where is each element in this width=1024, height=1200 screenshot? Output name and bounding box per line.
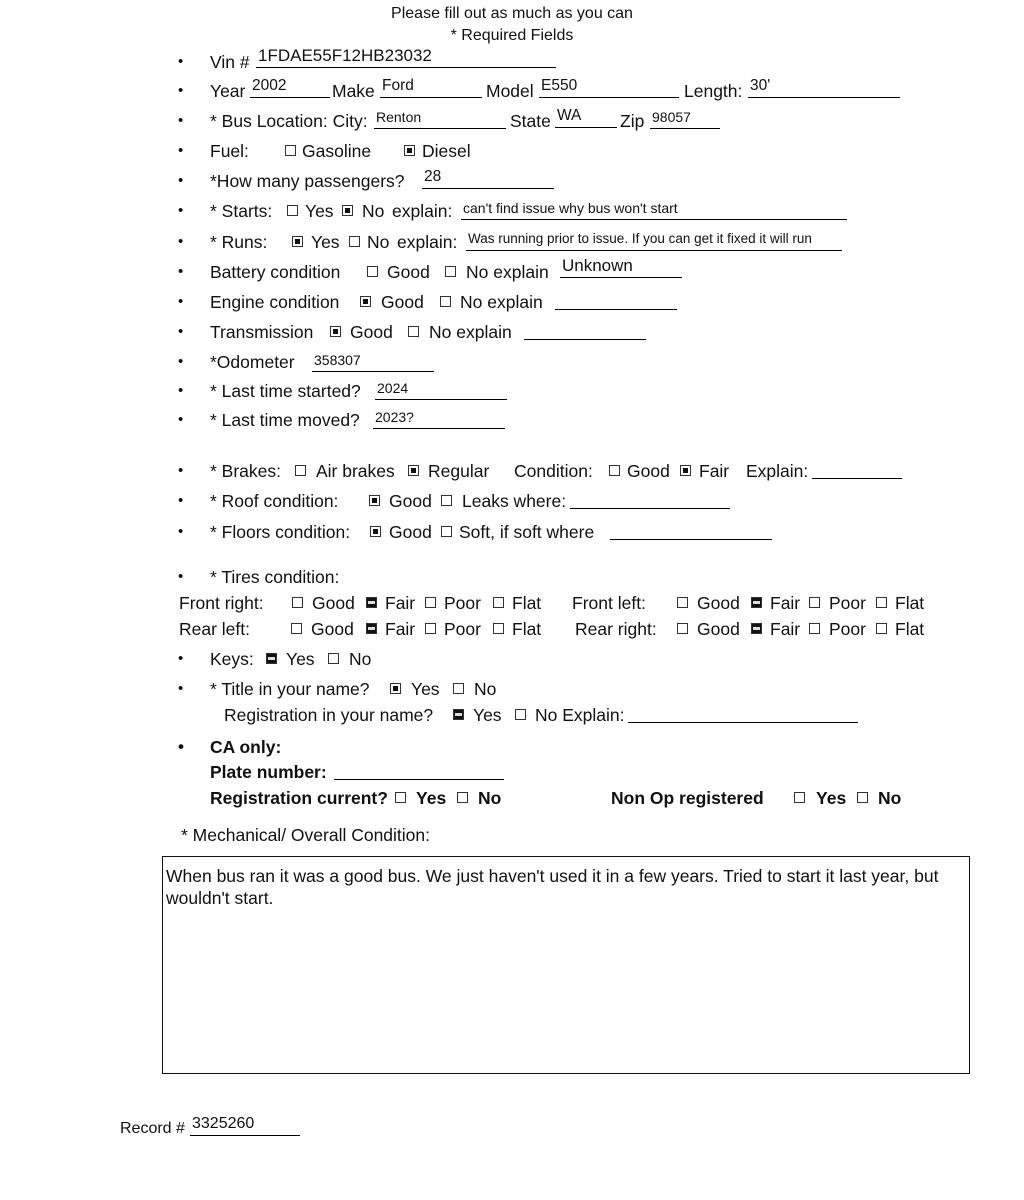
runs-no-checkbox[interactable]: [349, 236, 360, 247]
bullet: •: [178, 112, 184, 129]
non-op-yes-label: Yes: [816, 788, 847, 808]
brakes-fair-label: Fair: [699, 461, 730, 481]
bullet: •: [178, 172, 184, 189]
floors-soft-label: Soft, if soft where: [459, 522, 595, 542]
runs-yes-label: Yes: [311, 232, 340, 252]
last-started-field[interactable]: 2024: [375, 380, 507, 400]
air-brakes-label: Air brakes: [316, 461, 395, 481]
starts-no-label: No: [362, 201, 385, 221]
rear-left-label: Rear left:: [179, 619, 250, 639]
engine-label: Engine condition: [210, 292, 340, 312]
front-left-poor-checkbox[interactable]: [809, 597, 820, 608]
rear-left-fair-label: Fair: [385, 619, 416, 639]
registration-yes-checkbox[interactable]: [453, 709, 464, 720]
zip-label: Zip: [620, 111, 645, 131]
rear-left-poor-label: Poor: [444, 619, 481, 639]
engine-no-checkbox[interactable]: [440, 296, 451, 307]
front-left-good-label: Good: [697, 593, 740, 613]
transmission-no-label: No explain: [429, 322, 512, 342]
runs-explain-field[interactable]: Was running prior to issue. If you can get it fixed it will run: [466, 231, 842, 251]
odometer-field[interactable]: 358307: [312, 352, 434, 372]
engine-good-checkbox[interactable]: [360, 296, 371, 307]
starts-explain-field[interactable]: can't find issue why bus won't start: [461, 200, 847, 220]
regular-brakes-checkbox[interactable]: [408, 465, 419, 476]
roof-leaks-checkbox[interactable]: [441, 495, 452, 506]
brakes-condition-label: Condition:: [514, 461, 593, 481]
bullet: •: [178, 523, 184, 540]
rear-right-flat-label: Flat: [895, 619, 925, 639]
registration-yes-label: Yes: [473, 705, 502, 725]
transmission-no-checkbox[interactable]: [408, 326, 419, 337]
non-op-yes-checkbox[interactable]: [794, 792, 805, 803]
roof-good-checkbox[interactable]: [369, 495, 380, 506]
front-right-flat-label: Flat: [512, 593, 542, 613]
required-fields-note: * Required Fields: [450, 27, 574, 44]
engine-explain-field[interactable]: [555, 290, 677, 310]
rear-right-good-label: Good: [697, 619, 740, 639]
title-label: * Title in your name?: [210, 679, 370, 699]
bullet: •: [178, 263, 184, 280]
bullet: •: [178, 142, 184, 159]
ca-only-label: CA only:: [210, 737, 282, 757]
floors-soft-field[interactable]: [610, 520, 772, 540]
front-left-fair-label: Fair: [770, 593, 801, 613]
battery-explain-field[interactable]: Unknown: [560, 258, 682, 278]
bullet: •: [178, 411, 184, 428]
model-field[interactable]: E550: [539, 78, 679, 98]
air-brakes-checkbox[interactable]: [295, 465, 306, 476]
zip-field[interactable]: 98057: [650, 109, 720, 129]
brakes-explain-field[interactable]: [812, 459, 902, 479]
registration-current-label: Registration current?: [210, 788, 388, 808]
front-left-good-checkbox[interactable]: [677, 597, 688, 608]
last-started-label: * Last time started?: [210, 381, 361, 401]
rear-right-label: Rear right:: [575, 619, 657, 639]
registration-current-yes-label: Yes: [416, 788, 447, 808]
keys-no-label: No: [349, 649, 372, 669]
title-no-checkbox[interactable]: [453, 683, 464, 694]
starts-label: * Starts:: [210, 201, 273, 221]
bullet: •: [178, 462, 184, 479]
rear-right-poor-checkbox[interactable]: [809, 623, 820, 634]
transmission-good-label: Good: [350, 322, 393, 342]
brakes-good-checkbox[interactable]: [609, 465, 620, 476]
starts-yes-checkbox[interactable]: [287, 205, 298, 216]
rear-right-good-checkbox[interactable]: [677, 623, 688, 634]
keys-yes-label: Yes: [286, 649, 315, 669]
tires-label: * Tires condition:: [210, 567, 340, 587]
mechanical-textarea[interactable]: [162, 856, 970, 1074]
gasoline-label: Gasoline: [302, 141, 372, 161]
bullet: •: [178, 82, 184, 99]
starts-yes-label: Yes: [305, 201, 334, 221]
battery-good-checkbox[interactable]: [367, 266, 378, 277]
floors-good-checkbox[interactable]: [370, 526, 381, 537]
record-label: Record #: [120, 1120, 185, 1137]
bullet: •: [178, 53, 184, 70]
year-label: Year: [210, 81, 246, 101]
title-yes-checkbox[interactable]: [390, 683, 401, 694]
roof-leaks-field[interactable]: [570, 489, 730, 509]
front-right-label: Front right:: [179, 593, 264, 613]
front-right-flat-checkbox[interactable]: [493, 597, 504, 608]
registration-current-yes-checkbox[interactable]: [395, 792, 406, 803]
title-no-label: No: [474, 679, 497, 699]
brakes-fair-checkbox[interactable]: [680, 465, 691, 476]
floors-good-label: Good: [389, 522, 432, 542]
gasoline-checkbox[interactable]: [285, 145, 296, 156]
registration-explain-field[interactable]: [628, 703, 858, 723]
brakes-good-label: Good: [627, 461, 670, 481]
passengers-field[interactable]: 28: [422, 169, 554, 189]
bullet: •: [178, 382, 184, 399]
mechanical-label: * Mechanical/ Overall Condition:: [181, 825, 431, 845]
runs-yes-checkbox[interactable]: [292, 236, 303, 247]
last-moved-field[interactable]: 2023?: [373, 409, 505, 429]
year-field[interactable]: 2002: [250, 78, 330, 98]
rear-right-flat-checkbox[interactable]: [876, 623, 887, 634]
engine-no-label: No explain: [460, 292, 543, 312]
transmission-good-checkbox[interactable]: [330, 326, 341, 337]
plate-field[interactable]: [334, 760, 504, 780]
front-left-fair-checkbox[interactable]: [751, 597, 762, 608]
keys-label: Keys:: [210, 649, 254, 669]
registration-no-label: No Explain:: [535, 705, 625, 725]
transmission-explain-field[interactable]: [524, 320, 646, 340]
rear-right-poor-label: Poor: [829, 619, 866, 639]
front-right-good-checkbox[interactable]: [292, 597, 303, 608]
non-op-no-checkbox[interactable]: [857, 792, 868, 803]
starts-no-checkbox[interactable]: [342, 205, 353, 216]
fuel-label: Fuel:: [210, 141, 249, 161]
city-field[interactable]: Renton: [374, 109, 506, 129]
bullet: •: [178, 323, 184, 340]
bullet: •: [178, 202, 184, 219]
front-right-poor-label: Poor: [444, 593, 481, 613]
make-field[interactable]: Ford: [380, 78, 482, 98]
odometer-label: *Odometer: [210, 352, 295, 372]
plate-label: Plate number:: [210, 762, 327, 782]
battery-no-checkbox[interactable]: [445, 266, 456, 277]
diesel-checkbox[interactable]: [404, 145, 415, 156]
rear-right-fair-checkbox[interactable]: [751, 623, 762, 634]
last-moved-label: * Last time moved?: [210, 410, 360, 430]
model-label: Model: [486, 81, 534, 101]
keys-no-checkbox[interactable]: [328, 653, 339, 664]
front-left-label: Front left:: [572, 593, 646, 613]
rear-left-poor-checkbox[interactable]: [425, 623, 436, 634]
location-label: * Bus Location: City:: [210, 111, 368, 131]
rear-right-fair-label: Fair: [770, 619, 801, 639]
bullet: •: [178, 568, 184, 585]
rear-left-flat-checkbox[interactable]: [493, 623, 504, 634]
front-right-fair-checkbox[interactable]: [366, 597, 377, 608]
rear-left-good-label: Good: [311, 619, 354, 639]
brakes-explain-label: Explain:: [746, 461, 809, 481]
rear-left-fair-checkbox[interactable]: [366, 623, 377, 634]
floors-label: * Floors condition:: [210, 522, 351, 542]
length-field[interactable]: 30': [748, 78, 900, 98]
rear-left-flat-label: Flat: [512, 619, 542, 639]
bullet: •: [178, 492, 184, 509]
registration-no-checkbox[interactable]: [515, 709, 526, 720]
passengers-label: *How many passengers?: [210, 171, 405, 191]
bullet: •: [178, 737, 184, 756]
roof-leaks-label: Leaks where:: [462, 491, 567, 511]
instructions-heading: Please fill out as much as you can: [391, 5, 633, 22]
state-label: State: [510, 111, 551, 131]
registration-current-no-checkbox[interactable]: [457, 792, 468, 803]
bullet: •: [178, 353, 184, 370]
roof-label: * Roof condition:: [210, 491, 339, 511]
mechanical-text: When bus ran it was a good bus. We just haven't used it in a few years. Tried to start it last year, but wouldn't start.: [166, 866, 939, 908]
floors-soft-checkbox[interactable]: [441, 526, 452, 537]
make-label: Make: [332, 81, 375, 101]
front-right-poor-checkbox[interactable]: [425, 597, 436, 608]
battery-good-label: Good: [387, 262, 430, 282]
front-left-flat-label: Flat: [895, 593, 925, 613]
battery-no-label: No explain: [466, 262, 549, 282]
runs-label: * Runs:: [210, 232, 268, 252]
title-yes-label: Yes: [411, 679, 440, 699]
battery-label: Battery condition: [210, 262, 341, 282]
runs-explain-label: explain:: [397, 232, 458, 252]
non-op-no-label: No: [878, 788, 902, 808]
front-left-flat-checkbox[interactable]: [876, 597, 887, 608]
front-left-poor-label: Poor: [829, 593, 866, 613]
starts-explain-label: explain:: [392, 201, 453, 221]
runs-no-label: No: [367, 232, 390, 252]
record-field[interactable]: 3325260: [190, 1116, 300, 1136]
vin-field[interactable]: 1FDAE55F12HB23032: [256, 48, 556, 68]
front-right-good-label: Good: [312, 593, 355, 613]
registration-current-no-label: No: [478, 788, 502, 808]
regular-brakes-label: Regular: [428, 461, 490, 481]
bullet: •: [178, 650, 184, 667]
diesel-label: Diesel: [422, 141, 471, 161]
non-op-label: Non Op registered: [611, 788, 764, 808]
bullet: •: [178, 293, 184, 310]
transmission-label: Transmission: [210, 322, 314, 342]
keys-yes-checkbox[interactable]: [266, 653, 277, 664]
length-label: Length:: [684, 81, 743, 101]
front-right-fair-label: Fair: [385, 593, 416, 613]
registration-label: Registration in your name?: [224, 705, 434, 725]
vin-label: Vin #: [210, 52, 250, 72]
roof-good-label: Good: [389, 491, 432, 511]
rear-left-good-checkbox[interactable]: [291, 623, 302, 634]
bullet: •: [178, 233, 184, 250]
state-field[interactable]: WA: [555, 108, 617, 128]
engine-good-label: Good: [381, 292, 424, 312]
brakes-label: * Brakes:: [210, 461, 281, 481]
bullet: •: [178, 680, 184, 697]
